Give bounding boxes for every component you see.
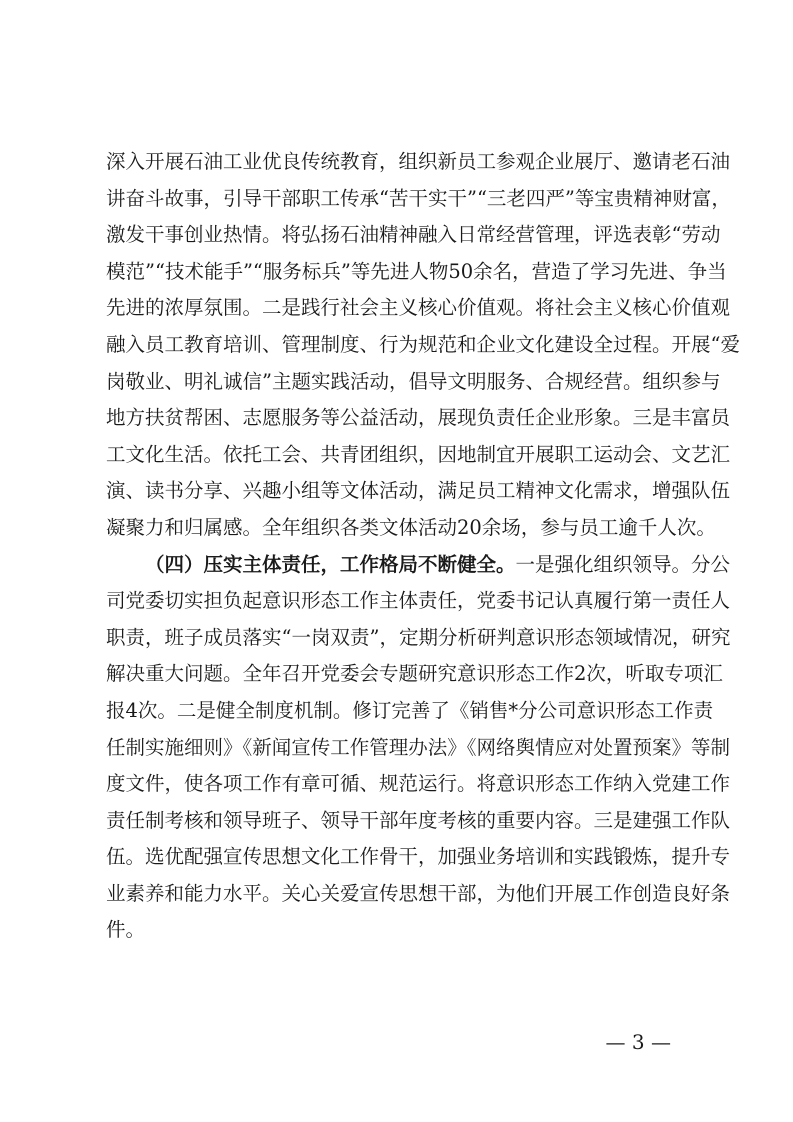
text-line: 演、读书分享、兴趣小组等文体活动，满足员工精神文化需求，增强队伍 — [106, 479, 731, 503]
text-line: 责任制考核和领导班子、领导干部年度考核的重要内容。三是建强工作队 — [106, 808, 731, 832]
section-4-first-line — [106, 547, 731, 584]
text-line: 解决重大问题。全年召开党委会专题研究意识形态工作2次，听取专项汇 — [106, 662, 723, 686]
text-line: 先进的浓厚氛围。二是践行社会主义核心价值观。将社会主义核心价值观 — [106, 296, 731, 320]
section-4-heading: （四）压实主体责任，工作格局不断健全。 — [145, 552, 516, 576]
text-line: 岗敬业、明礼诚信”主题实践活动，倡导文明服务、合规经营。组织参与 — [106, 369, 721, 393]
text-line: 融入员工教育培训、管理制度、行为规范和企业文化建设全过程。开展“爱 — [106, 332, 740, 356]
text-line: 报4次。二是健全制度机制。修订完善了《销售*分公司意识形态工作责 — [106, 698, 714, 722]
text-line: 司党委切实担负起意识形态工作主体责任，党委书记认真履行第一责任人 — [106, 589, 731, 613]
text-line: 业素养和能力水平。关心关爱宣传思想干部，为他们开展工作创造良好条 — [106, 881, 731, 905]
page-number: — 3 — — [605, 1030, 671, 1054]
text-line: 讲奋斗故事，引导干部职工传承“苦干实干”“三老四严”等宝贵精神财富， — [106, 186, 731, 210]
text-line: 深入开展石油工业优良传统教育，组织新员工参观企业展厅、邀请老石油 — [106, 150, 731, 173]
text-line: 任制实施细则》《新闻宣传工作管理办法》《网络舆情应对处置预案》等制 — [106, 735, 731, 759]
text-line: 地方扶贫帮困、志愿服务等公益活动，展现负责任企业形象。三是丰富员 — [106, 406, 731, 430]
text-line: 激发干事创业热情。将弘扬石油精神融入日常经营管理，评选表彰“劳动 — [106, 223, 721, 247]
text-line: 度文件，使各项工作有章可循、规范运行。将意识形态工作纳入党建工作 — [106, 772, 731, 796]
text-line: 凝聚力和归属感。全年组织各类文体活动20余场，参与员工逾千人次。 — [106, 515, 716, 539]
text-line: 工文化生活。依托工会、共青团组织，因地制宜开展职工运动会、文艺汇 — [106, 442, 731, 466]
section-4-first-line-rest: 一是强化组织领导。分公 — [515, 552, 731, 576]
text-line: 职责，班子成员落实“一岗双责”，定期分析研判意识形态领域情况，研究 — [106, 625, 731, 649]
body-text — [106, 144, 740, 949]
text-line: 模范”“技术能手”“服务标兵”等先进人物50余名，营造了学习先进、争当 — [106, 259, 727, 283]
text-line: 件。 — [106, 918, 146, 942]
text-line: 伍。选优配强宣传思想文化工作骨干，加强业务培训和实践锻炼，提升专 — [106, 845, 731, 869]
